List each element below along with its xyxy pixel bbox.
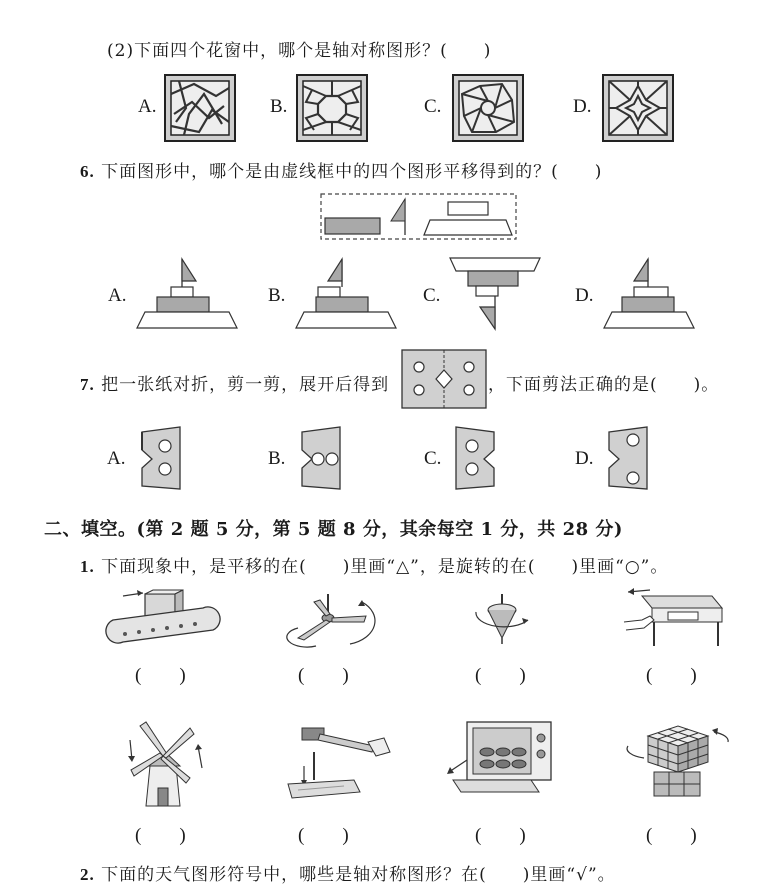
q7-unfolded-paper [401,349,487,409]
q1-blank-5[interactable]: ( ) [135,825,186,846]
q6-text: 下面图形中，哪个是由虚线框中的四个图形平移得到的？( ) [101,162,603,182]
q7-option-c-label: C. [424,448,442,469]
q1-blank-6[interactable]: ( ) [298,825,349,846]
q5-2-option-a-label: A. [138,96,157,117]
q6-option-d-label: D. [575,285,594,306]
ceiling-fan-icon [290,592,374,650]
spiral-lattice-window-icon [452,74,524,142]
q7-number: 7. [80,375,95,394]
q1-number: 1. [80,557,95,576]
q1-text: 下面现象中，是平移的在( )里画“△”，是旋转的在( )里画“○”。 [101,557,669,577]
irregular-lattice-window-icon [164,74,236,142]
q6-option-b-label: B. [268,285,286,306]
q6-question [80,157,602,182]
flower-lattice-window-icon [602,74,674,142]
q7-option-c-folded-paper [450,426,502,492]
drawer-desk-icon [622,586,722,648]
windmill-icon [118,716,210,810]
q7-option-d-label: D. [575,448,594,469]
q7-question-start [80,370,389,395]
q6-option-c-boat [450,255,540,333]
q7-question-end: ，下面剪法正确的是( )。 [488,375,720,395]
q1-blank-3[interactable]: ( ) [475,665,526,686]
q1-blank-1[interactable]: ( ) [135,665,186,686]
q2-number: 2. [80,865,95,884]
spinning-top-icon [466,592,540,650]
q6-small-rectangle [448,202,488,215]
q6-option-a-label: A. [108,285,127,306]
q7-option-b-label: B. [268,448,286,469]
q6-option-b-boat [296,255,396,333]
q2-text: 下面的天气图形符号中，哪些是轴对称图形？在( )里画“√”。 [101,865,616,885]
section-2-heading: 二、填空。(第 2 题 5 分，第 5 题 8 分，其余每空 1 分，共 28 分) [44,519,623,540]
hammer-nail-icon [284,722,394,808]
q7-option-d-folded-paper [603,426,655,492]
q7-text-before: 把一张纸对折，剪一剪，展开后得到 [101,375,390,395]
q7-option-b-folded-paper [296,426,348,492]
q6-gray-rectangle [325,218,380,234]
oven-tray-icon [443,718,555,802]
q5-2-option-c-label: C. [424,96,442,117]
q1-blank-2[interactable]: ( ) [298,665,349,686]
q6-dashed-frame [320,193,518,241]
q5-2-option-b-label: B. [270,96,288,117]
q5-2-question: (2)下面四个花窗中，哪个是轴对称图形？( ) [107,41,492,61]
q6-option-d-boat [604,255,696,333]
q1-blank-8[interactable]: ( ) [646,825,697,846]
q1-question [80,552,668,577]
octagon-lattice-window-icon [296,74,368,142]
q6-flag-piece [391,199,405,235]
q1-blank-7[interactable]: ( ) [475,825,526,846]
rubiks-cube-icon [624,716,732,802]
q5-2-option-d-label: D. [573,96,592,117]
q1-blank-4[interactable]: ( ) [646,665,697,686]
q7-option-a-label: A. [107,448,126,469]
q7-option-a-folded-paper [136,426,188,492]
q2-question [80,860,616,885]
q6-option-a-boat [137,255,237,333]
q6-option-c-label: C. [423,285,441,306]
conveyor-belt-icon [103,590,223,650]
q6-trapezoid [424,220,512,235]
q6-number: 6. [80,162,95,181]
